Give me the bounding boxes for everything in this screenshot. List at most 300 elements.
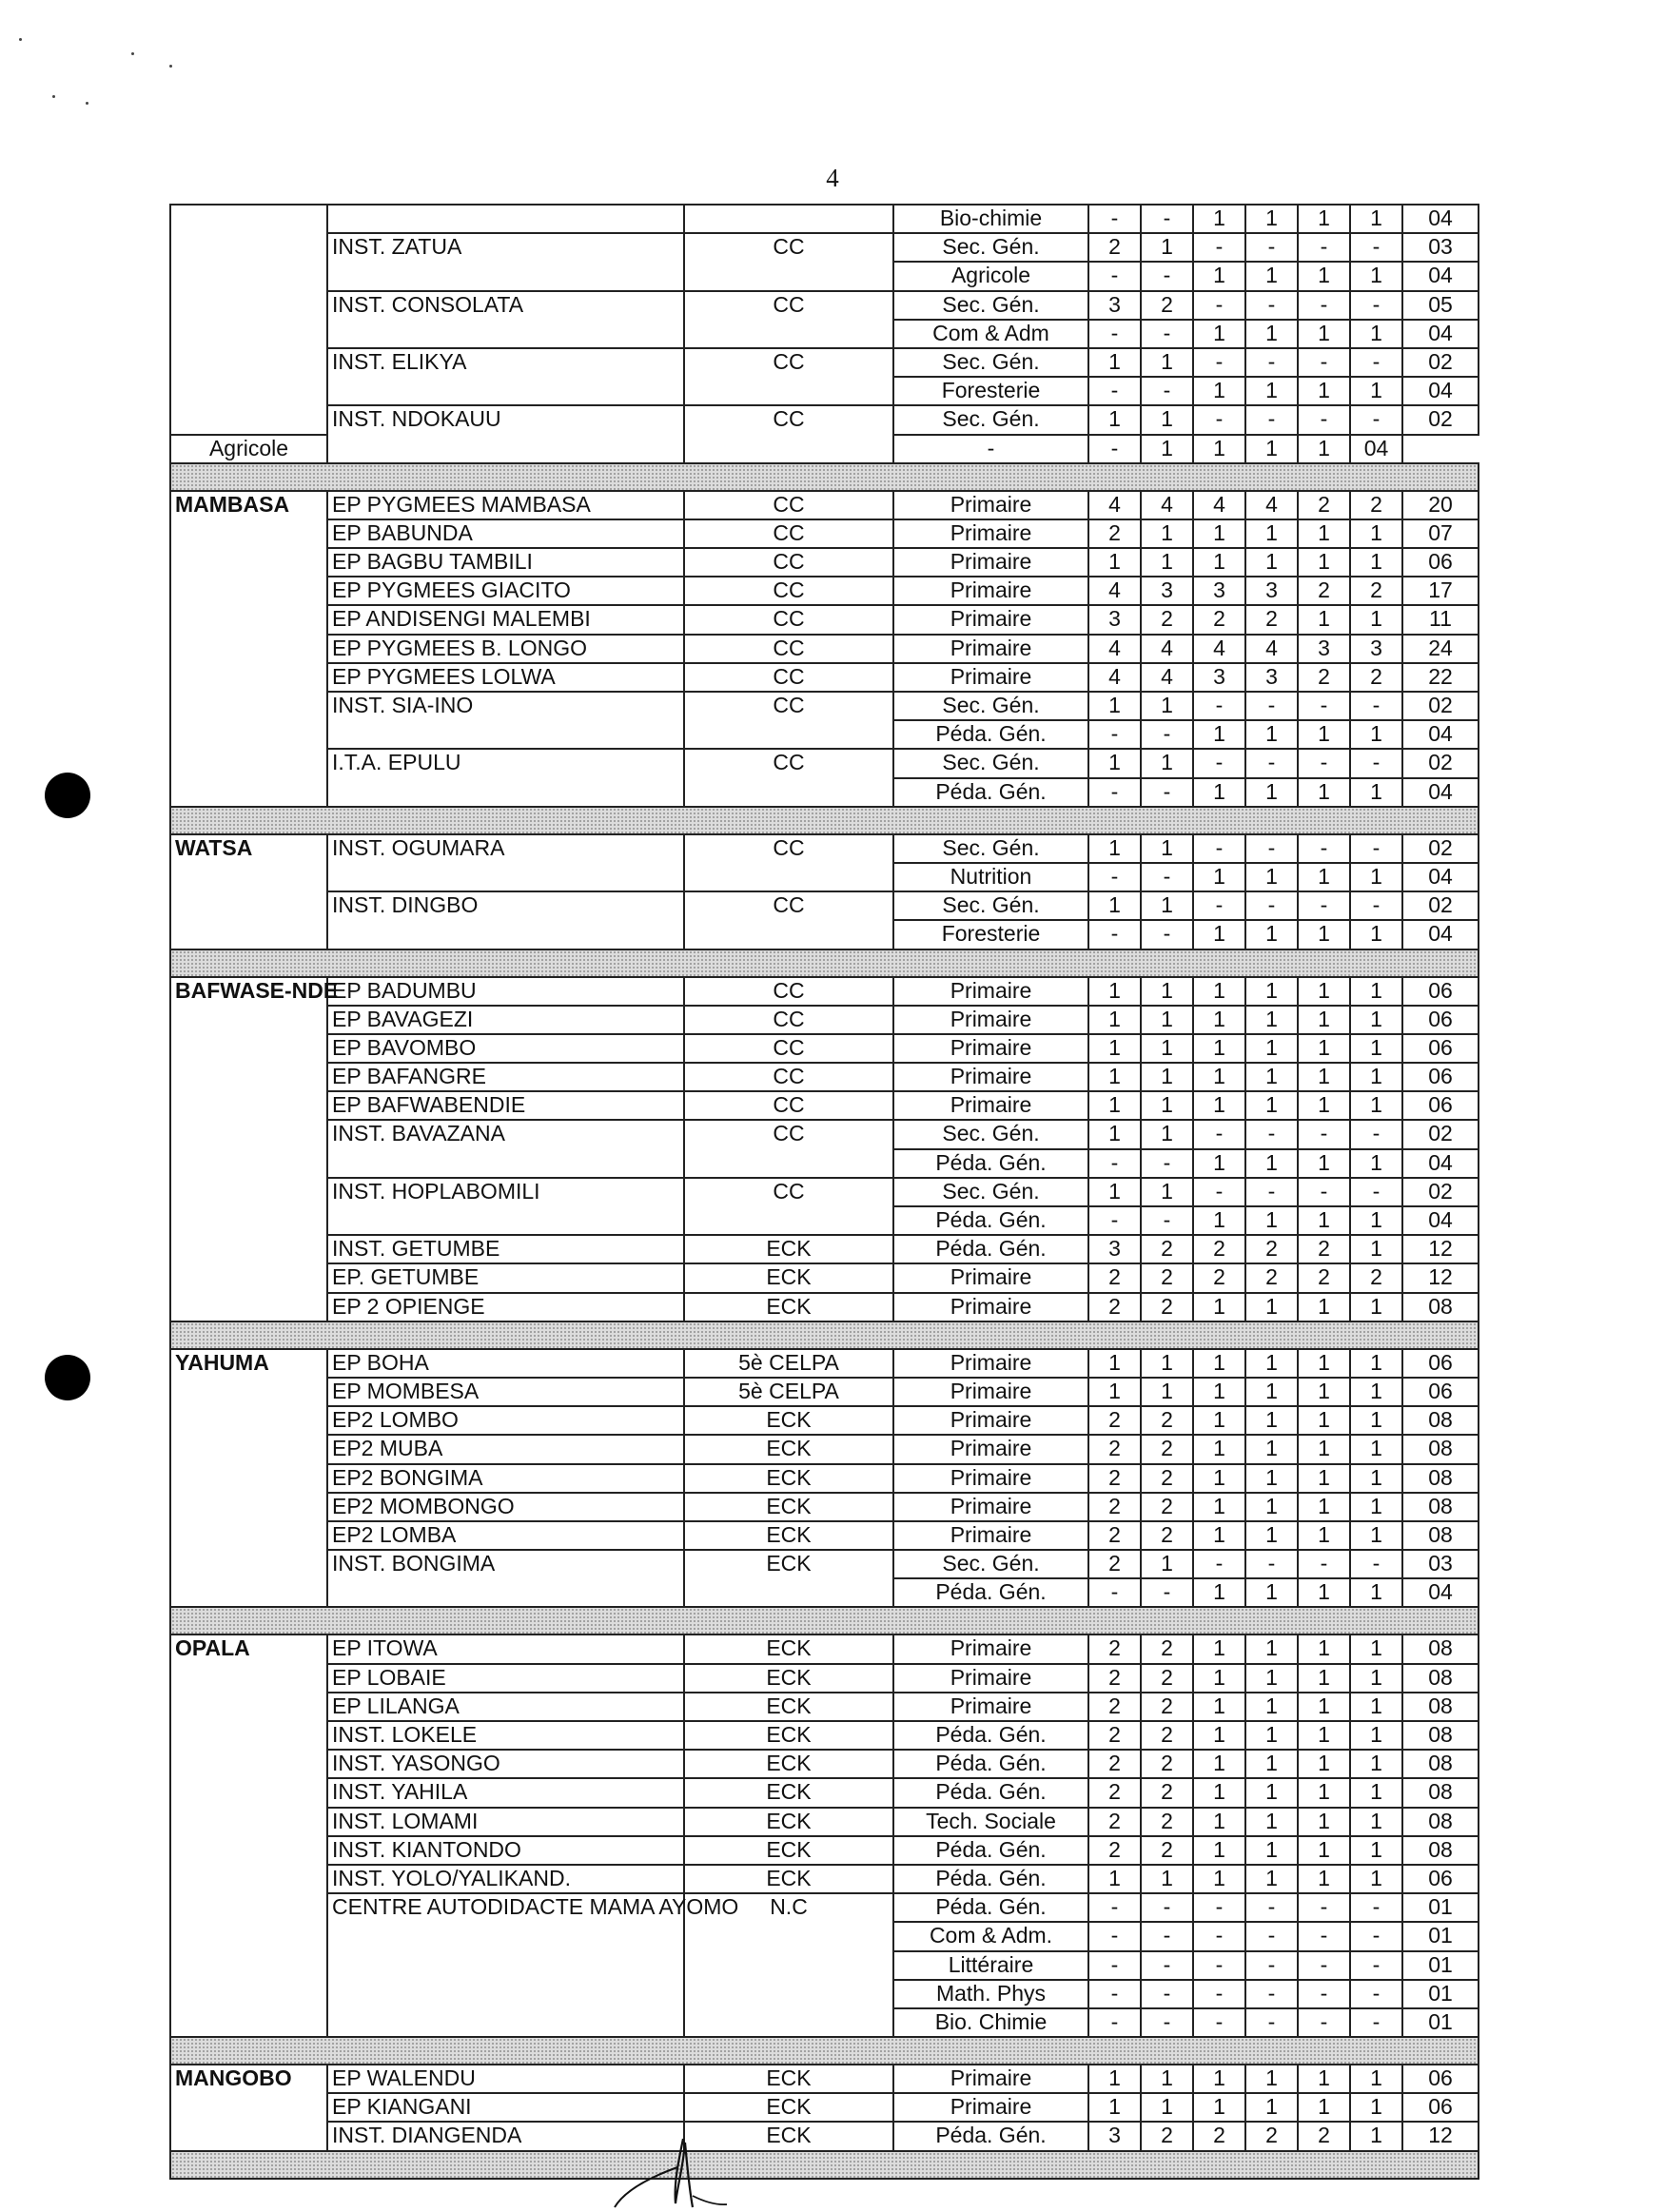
count-cell: 1 — [1350, 519, 1402, 548]
count-cell: 1 — [1350, 1034, 1402, 1063]
total-cell: 06 — [1402, 2093, 1479, 2122]
count-cell: 2 — [1141, 2122, 1193, 2150]
count-cell: 1 — [1193, 1635, 1245, 1663]
section-cell: Primaire — [893, 1464, 1088, 1493]
count-cell: - — [1088, 778, 1141, 807]
section-cell: Sec. Gén. — [893, 1550, 1088, 1578]
count-cell: - — [1141, 262, 1193, 290]
school-name-cell: EP BADUMBU — [327, 977, 684, 1006]
count-cell: - — [1141, 377, 1193, 405]
count-cell: 1 — [1350, 2093, 1402, 2122]
count-cell: 1 — [1193, 1149, 1245, 1178]
total-cell: 06 — [1402, 1349, 1479, 1378]
count-cell: - — [1141, 1206, 1193, 1235]
section-cell: Péda. Gén. — [893, 1721, 1088, 1750]
count-cell: 1 — [1141, 2065, 1193, 2093]
school-name-cell: INST. KIANTONDO — [327, 1836, 684, 1865]
total-cell: 20 — [1402, 491, 1479, 519]
table-row — [170, 891, 1479, 920]
section-cell: Primaire — [893, 2065, 1088, 2093]
count-cell: - — [1245, 1120, 1298, 1148]
count-cell: - — [1193, 891, 1245, 920]
count-cell: 1 — [1350, 1091, 1402, 1120]
count-cell: 1 — [1088, 1865, 1141, 1893]
count-cell: 1 — [1245, 435, 1298, 463]
total-cell: 06 — [1402, 1006, 1479, 1034]
count-cell: 4 — [1088, 663, 1141, 692]
count-cell: 2 — [1141, 1693, 1193, 1721]
count-cell: - — [1088, 1980, 1141, 2008]
section-cell: Péda. Gén. — [893, 2122, 1088, 2150]
count-cell: - — [1298, 1980, 1350, 2008]
count-cell: 1 — [1298, 1836, 1350, 1865]
count-cell: 1 — [1350, 1206, 1402, 1235]
count-cell: 1 — [1088, 405, 1141, 434]
count-cell: 1 — [1350, 1664, 1402, 1693]
count-cell: 1 — [1245, 1693, 1298, 1721]
district-cell: BAFWASE-NDE — [170, 977, 327, 1321]
section-cell: Primaire — [893, 1693, 1088, 1721]
total-cell: 08 — [1402, 1778, 1479, 1807]
count-cell: 1 — [1193, 1349, 1245, 1378]
total-cell: 05 — [1402, 291, 1479, 320]
count-cell: 4 — [1193, 491, 1245, 519]
section-cell: Primaire — [893, 548, 1088, 577]
count-cell: 1 — [1193, 2093, 1245, 2122]
total-cell: 08 — [1402, 1721, 1479, 1750]
count-cell: 2 — [1088, 1693, 1141, 1721]
count-cell: - — [1088, 1578, 1141, 1607]
count-cell: - — [1350, 2008, 1402, 2037]
count-cell: 3 — [1298, 635, 1350, 663]
count-cell: 1 — [1298, 1493, 1350, 1521]
total-cell: 04 — [1402, 205, 1479, 233]
count-cell: - — [1193, 1120, 1245, 1148]
count-cell: 1 — [1350, 1493, 1402, 1521]
total-cell: 06 — [1402, 1865, 1479, 1893]
count-cell: - — [1088, 1951, 1141, 1980]
count-cell: 1 — [1141, 1865, 1193, 1893]
table-row — [170, 577, 1479, 605]
section-cell: Péda. Gén. — [893, 1893, 1088, 1922]
count-cell: 1 — [1298, 1435, 1350, 1463]
count-cell: - — [1350, 1893, 1402, 1922]
regime-cell: ECK — [684, 1750, 893, 1778]
count-cell: 1 — [1193, 205, 1245, 233]
count-cell: 1 — [1350, 863, 1402, 891]
regime-cell: ECK — [684, 1406, 893, 1435]
table-row — [170, 977, 1479, 1006]
table-row — [170, 1063, 1479, 1091]
count-cell: 2 — [1350, 577, 1402, 605]
count-cell: 1 — [1350, 1808, 1402, 1836]
regime-cell: ECK — [684, 1263, 893, 1292]
count-cell: 1 — [1245, 1521, 1298, 1550]
table-row — [170, 749, 1479, 777]
school-name-cell: INST. NDOKAUU — [327, 405, 684, 462]
section-cell: Péda. Gén. — [893, 1865, 1088, 1893]
school-name-cell: INST. CONSOLATA — [327, 291, 684, 348]
count-cell: - — [1350, 1120, 1402, 1148]
table-row — [170, 1263, 1479, 1292]
count-cell: 1 — [1350, 377, 1402, 405]
school-name-cell: EP WALENDU — [327, 2065, 684, 2093]
total-cell: 02 — [1402, 749, 1479, 777]
total-cell: 08 — [1402, 1693, 1479, 1721]
section-cell: Sec. Gén. — [893, 1178, 1088, 1206]
district-separator-row — [170, 1321, 1479, 1349]
section-cell: Sec. Gén. — [893, 291, 1088, 320]
count-cell: 2 — [1141, 1778, 1193, 1807]
count-cell: 1 — [1141, 1120, 1193, 1148]
table-row — [170, 635, 1479, 663]
count-cell: 1 — [1350, 1865, 1402, 1893]
school-name-cell: EP MOMBESA — [327, 1378, 684, 1406]
count-cell: 1 — [1193, 1693, 1245, 1721]
total-cell: 01 — [1402, 1922, 1479, 1950]
count-cell: - — [1088, 1922, 1141, 1950]
count-cell: 1 — [1193, 1464, 1245, 1493]
count-cell: - — [1350, 891, 1402, 920]
count-cell: - — [1141, 1951, 1193, 1980]
count-cell: 4 — [1245, 635, 1298, 663]
count-cell: 3 — [1088, 291, 1141, 320]
total-cell: 08 — [1402, 1521, 1479, 1550]
count-cell: - — [1245, 405, 1298, 434]
table-row — [170, 2122, 1479, 2150]
count-cell: - — [1141, 205, 1193, 233]
count-cell: 1 — [1245, 1091, 1298, 1120]
count-cell: - — [1350, 233, 1402, 262]
count-cell: - — [1141, 320, 1193, 348]
count-cell: 2 — [1298, 577, 1350, 605]
school-name-cell: INST. HOPLABOMILI — [327, 1178, 684, 1235]
regime-cell: ECK — [684, 1550, 893, 1607]
table-row — [170, 2065, 1479, 2093]
count-cell: 2 — [1141, 1263, 1193, 1292]
count-cell: 1 — [1245, 1664, 1298, 1693]
school-name-cell: INST. ZATUA — [327, 233, 684, 290]
regime-cell: ECK — [684, 1635, 893, 1663]
count-cell: 1 — [1350, 1750, 1402, 1778]
district-separator-row — [170, 2151, 1479, 2179]
count-cell: 1 — [1298, 205, 1350, 233]
count-cell: - — [1193, 1951, 1245, 1980]
section-cell: Primaire — [893, 1091, 1088, 1120]
total-cell: 01 — [1402, 1951, 1479, 1980]
count-cell: 1 — [1350, 920, 1402, 949]
section-cell: Agricole — [893, 262, 1088, 290]
table-row — [170, 519, 1479, 548]
table-row — [170, 1435, 1479, 1463]
regime-cell: ECK — [684, 1235, 893, 1263]
count-cell: 2 — [1088, 1836, 1141, 1865]
total-cell: 04 — [1402, 320, 1479, 348]
count-cell: 1 — [1298, 1406, 1350, 1435]
count-cell: 1 — [1350, 1464, 1402, 1493]
section-cell: Primaire — [893, 1635, 1088, 1663]
section-cell: Péda. Gén. — [893, 1750, 1088, 1778]
count-cell: 1 — [1298, 605, 1350, 634]
school-name-cell: INST. DINGBO — [327, 891, 684, 949]
count-cell: 1 — [1245, 1750, 1298, 1778]
count-cell: 1 — [1141, 749, 1193, 777]
count-cell: 1 — [1245, 1464, 1298, 1493]
section-cell: Péda. Gén. — [893, 1778, 1088, 1807]
count-cell: 1 — [1193, 1435, 1245, 1463]
section-cell: Primaire — [893, 1293, 1088, 1321]
table-row — [170, 1235, 1479, 1263]
total-cell: 04 — [1402, 1578, 1479, 1607]
count-cell: 1 — [1193, 920, 1245, 949]
count-cell: 1 — [1245, 548, 1298, 577]
count-cell: 1 — [1245, 1578, 1298, 1607]
section-cell: Péda. Gén. — [893, 1836, 1088, 1865]
total-cell: 08 — [1402, 1293, 1479, 1321]
count-cell: 1 — [1350, 1721, 1402, 1750]
table-row — [170, 1293, 1479, 1321]
total-cell: 04 — [1402, 377, 1479, 405]
count-cell: 3 — [1088, 2122, 1141, 2150]
section-cell: Primaire — [893, 1006, 1088, 1034]
table-row — [170, 348, 1479, 377]
section-cell: Péda. Gén. — [893, 1235, 1088, 1263]
section-cell: Primaire — [893, 1493, 1088, 1521]
count-cell: 1 — [1245, 1635, 1298, 1663]
count-cell: 1 — [1298, 377, 1350, 405]
regime-cell — [684, 205, 893, 233]
count-cell: - — [1350, 692, 1402, 720]
section-cell: Foresterie — [893, 377, 1088, 405]
section-cell: Primaire — [893, 977, 1088, 1006]
total-cell: 02 — [1402, 834, 1479, 863]
count-cell: 4 — [1193, 635, 1245, 663]
total-cell: 07 — [1402, 519, 1479, 548]
count-cell: - — [1193, 348, 1245, 377]
count-cell: - — [1350, 405, 1402, 434]
table-row — [170, 1521, 1479, 1550]
count-cell: - — [1350, 1178, 1402, 1206]
school-name-cell: EP PYGMEES B. LONGO — [327, 635, 684, 663]
school-name-cell: INST. LOMAMI — [327, 1808, 684, 1836]
count-cell: 1 — [1298, 1693, 1350, 1721]
count-cell: 1 — [1350, 1778, 1402, 1807]
regime-cell: 5è CELPA — [684, 1378, 893, 1406]
count-cell: - — [1298, 1951, 1350, 1980]
count-cell: - — [1245, 1550, 1298, 1578]
count-cell: 4 — [1088, 577, 1141, 605]
section-cell: Foresterie — [893, 920, 1088, 949]
count-cell: 1 — [1298, 977, 1350, 1006]
total-cell: 06 — [1402, 1063, 1479, 1091]
section-cell: Tech. Sociale — [893, 1808, 1088, 1836]
count-cell: - — [1245, 2008, 1298, 2037]
separator-band — [170, 463, 1479, 491]
count-cell: 1 — [1298, 1808, 1350, 1836]
count-cell: 1 — [1350, 1293, 1402, 1321]
section-cell: Primaire — [893, 577, 1088, 605]
count-cell: - — [1141, 1893, 1193, 1922]
total-cell: 02 — [1402, 405, 1479, 434]
count-cell: 1 — [1193, 1721, 1245, 1750]
count-cell: 1 — [1141, 1091, 1193, 1120]
count-cell: 1 — [1141, 1178, 1193, 1206]
total-cell: 04 — [1402, 863, 1479, 891]
count-cell: 1 — [1298, 1635, 1350, 1663]
count-cell: 1 — [1088, 1178, 1141, 1206]
regime-cell: CC — [684, 233, 893, 290]
count-cell: 1 — [1088, 348, 1141, 377]
regime-cell: ECK — [684, 1808, 893, 1836]
total-cell: 02 — [1402, 891, 1479, 920]
regime-cell: CC — [684, 405, 893, 462]
count-cell: 1 — [1193, 778, 1245, 807]
school-name-cell: EP 2 OPIENGE — [327, 1293, 684, 1321]
count-cell: 3 — [1193, 577, 1245, 605]
section-cell: Sec. Gén. — [893, 405, 1088, 434]
count-cell: 1 — [1193, 548, 1245, 577]
count-cell: 2 — [1088, 1493, 1141, 1521]
count-cell: 1 — [1245, 1406, 1298, 1435]
count-cell: 1 — [1350, 1435, 1402, 1463]
table-row — [170, 491, 1479, 519]
regime-cell: CC — [684, 291, 893, 348]
count-cell: 1 — [1141, 834, 1193, 863]
section-cell: Bio-chimie — [893, 205, 1088, 233]
count-cell: 2 — [1245, 605, 1298, 634]
school-name-cell: EP BAVAGEZI — [327, 1006, 684, 1034]
total-cell: 02 — [1402, 1178, 1479, 1206]
total-cell: 04 — [1402, 262, 1479, 290]
count-cell: - — [1298, 405, 1350, 434]
school-name-cell: INST. DIANGENDA — [327, 2122, 684, 2150]
table-row — [170, 1865, 1479, 1893]
count-cell: 1 — [1245, 1435, 1298, 1463]
count-cell: - — [1298, 348, 1350, 377]
count-cell: 4 — [1088, 491, 1141, 519]
count-cell: 1 — [1245, 262, 1298, 290]
table-row — [170, 1778, 1479, 1807]
count-cell: 1 — [1088, 749, 1141, 777]
count-cell: 1 — [1298, 435, 1350, 463]
count-cell: 1 — [1298, 2093, 1350, 2122]
count-cell: 1 — [1088, 1349, 1141, 1378]
count-cell: 1 — [1298, 1034, 1350, 1063]
total-cell: 04 — [1402, 1149, 1479, 1178]
count-cell: 1 — [1298, 262, 1350, 290]
count-cell: - — [1088, 262, 1141, 290]
total-cell: 03 — [1402, 233, 1479, 262]
count-cell: - — [1193, 692, 1245, 720]
count-cell: 1 — [1088, 1120, 1141, 1148]
school-name-cell: INST. YASONGO — [327, 1750, 684, 1778]
count-cell: 1 — [1350, 1578, 1402, 1607]
total-cell: 01 — [1402, 1980, 1479, 2008]
section-cell: Math. Phys — [893, 1980, 1088, 2008]
count-cell: 1 — [1193, 1406, 1245, 1435]
count-cell: 1 — [1193, 1034, 1245, 1063]
table-row — [170, 1635, 1479, 1663]
count-cell: 2 — [1298, 2122, 1350, 2150]
scan-speck — [19, 38, 22, 41]
count-cell: - — [1193, 1922, 1245, 1950]
table-row — [170, 1550, 1479, 1578]
count-cell: - — [1350, 1550, 1402, 1578]
total-cell: 06 — [1402, 977, 1479, 1006]
count-cell: - — [1350, 291, 1402, 320]
count-cell: 1 — [1298, 1521, 1350, 1550]
regime-cell: CC — [684, 1063, 893, 1091]
school-name-cell: EP2 MUBA — [327, 1435, 684, 1463]
count-cell: 2 — [1350, 663, 1402, 692]
regime-cell: CC — [684, 834, 893, 891]
count-cell: - — [1193, 1550, 1245, 1578]
page-number: 4 — [826, 164, 839, 192]
count-cell: 1 — [1088, 548, 1141, 577]
count-cell: - — [1088, 377, 1141, 405]
school-name-cell: INST. LOKELE — [327, 1721, 684, 1750]
count-cell: 1 — [1245, 778, 1298, 807]
count-cell: 1 — [1350, 262, 1402, 290]
count-cell: - — [1245, 1951, 1298, 1980]
section-cell: Sec. Gén. — [893, 1120, 1088, 1148]
table-row — [170, 1693, 1479, 1721]
count-cell: - — [1350, 749, 1402, 777]
section-cell: Primaire — [893, 1521, 1088, 1550]
regime-cell: ECK — [684, 1721, 893, 1750]
section-cell: Sec. Gén. — [893, 749, 1088, 777]
section-cell: Com & Adm — [893, 320, 1088, 348]
count-cell: 1 — [1298, 1378, 1350, 1406]
count-cell: - — [1245, 1893, 1298, 1922]
scan-speck — [169, 65, 172, 68]
regime-cell: N.C — [684, 1893, 893, 2037]
school-name-cell: EP LILANGA — [327, 1693, 684, 1721]
count-cell: - — [1088, 2008, 1141, 2037]
table-row — [170, 1493, 1479, 1521]
total-cell: 12 — [1402, 1235, 1479, 1263]
regime-cell: ECK — [684, 2093, 893, 2122]
count-cell: 1 — [1141, 891, 1193, 920]
school-name-cell: INST. SIA-INO — [327, 692, 684, 749]
count-cell: - — [1245, 348, 1298, 377]
section-cell: Primaire — [893, 1378, 1088, 1406]
school-name-cell: EP PYGMEES LOLWA — [327, 663, 684, 692]
regime-cell: 5è CELPA — [684, 1349, 893, 1378]
count-cell: 1 — [1298, 920, 1350, 949]
count-cell: 4 — [1141, 663, 1193, 692]
section-cell: Sec. Gén. — [893, 348, 1088, 377]
total-cell: 17 — [1402, 577, 1479, 605]
count-cell: 1 — [1088, 2065, 1141, 2093]
count-cell: - — [1193, 291, 1245, 320]
count-cell: 1 — [1141, 1378, 1193, 1406]
count-cell: 1 — [1141, 233, 1193, 262]
count-cell: 1 — [1298, 1091, 1350, 1120]
school-name-cell: CENTRE AUTODIDACTE MAMA AYOMO — [327, 1893, 684, 2037]
count-cell: - — [1350, 1951, 1402, 1980]
regime-cell: CC — [684, 749, 893, 806]
count-cell: 3 — [1245, 663, 1298, 692]
count-cell: - — [1245, 233, 1298, 262]
count-cell: 1 — [1088, 1063, 1141, 1091]
count-cell: 3 — [1088, 1235, 1141, 1263]
count-cell: - — [1350, 1922, 1402, 1950]
count-cell: 2 — [1350, 491, 1402, 519]
count-cell: 1 — [1298, 1149, 1350, 1178]
count-cell: 2 — [1193, 2122, 1245, 2150]
count-cell: - — [1141, 1980, 1193, 2008]
